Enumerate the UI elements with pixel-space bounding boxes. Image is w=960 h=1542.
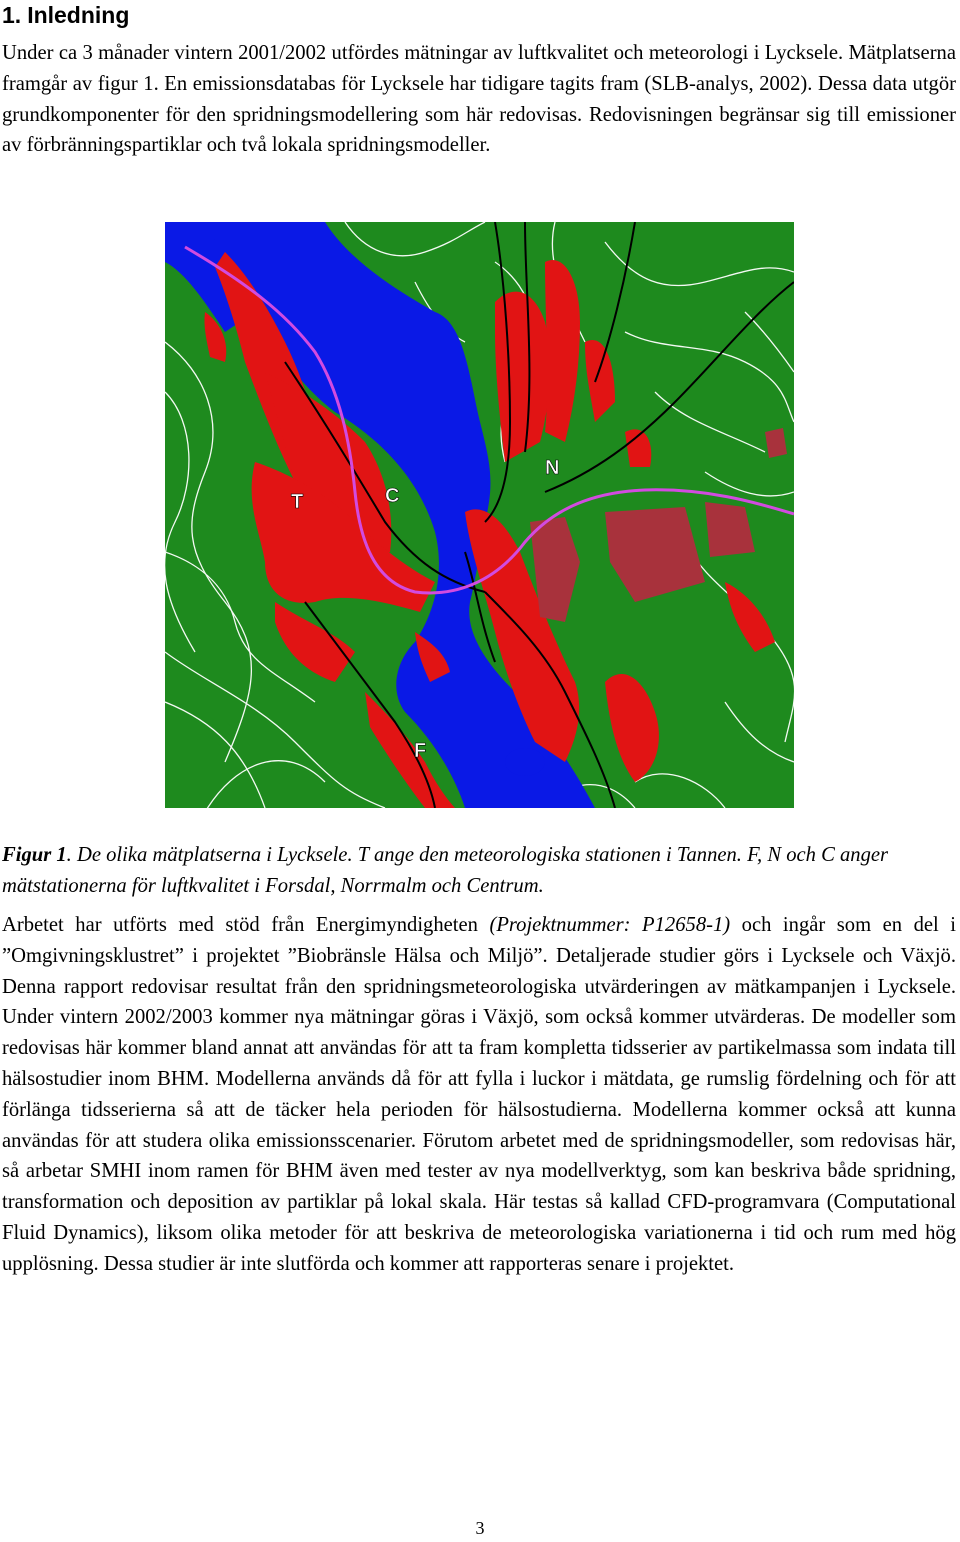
intro-paragraph: Under ca 3 månader vintern 2001/2002 utfördes mätningar av luftkvalitet och meteorologi i Lycksele. Mätplatserna framgår av figur 1. En emissionsdatabas för Lycksele har tidigare tagits fram (SLB-analys, 2002). Dessa data utgör grundkomponenter för den spridningsmodellering som här redovisas. Redovisningen begränsar sig till emissioner av förbränningspartiklar och två lokala spridningsmodeller. (2, 42, 956, 157)
project-number: (Projektnummer: P12658-1) (489, 914, 731, 936)
body-paragraph (2, 910, 956, 1280)
section-heading (2, 0, 129, 30)
station-label-n: N (545, 457, 560, 479)
station-label-f: F (414, 740, 427, 762)
figure-caption-text: . De olika mätplatserna i Lycksele. T ange den meteorologiska stationen i Tannen. F, N och C anger mätstationerna för luftkvalitet i Forsdal, Norrmalm och Centrum. (2, 844, 889, 897)
station-label-c: C (385, 485, 400, 507)
section-number: 1. (2, 2, 22, 28)
map-svg (165, 222, 794, 808)
figure-caption-label: Figur 1 (2, 844, 67, 866)
map-pond (505, 748, 545, 776)
section-title: Inledning (27, 2, 130, 28)
page-number: 3 (475, 1518, 485, 1538)
lycksele-map-figure (165, 222, 794, 808)
station-label-t: T (291, 491, 304, 513)
body-paragraph-part2: och ingår som en del i ”Omgivningsklustret” i projektet ”Biobränsle Hälsa och Miljö”. Detaljerade studier görs i Lycksele och Växjö. Denna rapport redovisar resultat från den spridningsmeteorologiska utvärderingen av mätkampanjen i Lycksele. Under vintern 2002/2003 kommer nya mätningar göras i Växjö, som också kommer utvärderas. De modeller som redovisas här kommer bland annat att användas för att ta fram kompletta tidsserier av partikelmassa som indata till hälsostudier inom BHM. Modellerna används då för att fylla i luckor i mätdata, ge rumslig fördelning och för att förlänga tidsserierna så att de täcker hela perioden för hälsostudierna. Modellerna kommer också att kunna användas för att studera olika emissionsscenarier. Förutom arbetet med de spridningsmodeller, som redovisas här, så arbetar SMHI inom ramen för BHM även med tester av nya modellverktyg, som kan beskriva både spridning, transformation och deposition av partiklar på lokal skala. Här testas så kallad CFD-programvara (Computational Fluid Dynamics), liksom olika metoder för att beskriva de meteorologiska variationerna i tid och rum med hög upplösning. Dessa studier är inte slutförda och kommer att rapporteras senare i projektet. (2, 914, 956, 1275)
body-paragraph-part1: Arbetet har utförts med stöd från Energimyndigheten (2, 914, 490, 936)
figure-caption (2, 840, 956, 902)
